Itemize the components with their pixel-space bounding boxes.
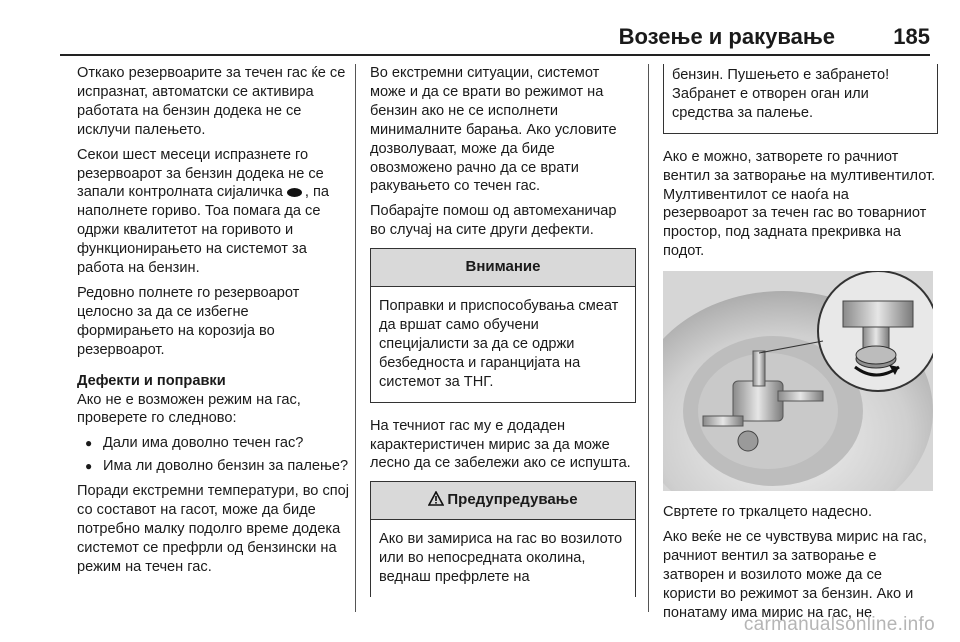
list-item: ● Дали има доволно течен гас? [77,434,349,453]
warning-box-continued [663,64,938,134]
warning-body: Ако ви замириса на гас во возилото или во непосредната околина, веднаш префрлете на [379,531,623,586]
paragraph-text: , па наполнете гориво. Тоа помага да се одржи квалитетот на горивото и функционирањето на системот за работа на бензин. [77,184,330,277]
warning-box [370,481,636,597]
warning-body-continued: бензин. Пушењето е забрането! Забранет е отворен оган или средства за палење. [672,67,890,121]
column-2 [370,64,636,597]
paragraph [77,146,349,278]
notice-title: Внимание [371,249,635,287]
column-1 [77,64,349,583]
page-number: 185 [893,24,930,49]
paragraph: Откако резервоарите за течен гас ќе се испразнат, автоматски се активира работата на бензин додека не се исклучи палењето. [77,65,346,138]
subheading: Дефекти и поправки [77,372,226,389]
page-header [60,20,930,56]
paragraph: Во екстремни ситуации, системот може и да се врати во режимот на бензин ако не се исполнети минималните барања. Ако условите дозволуваат, може да биде овозможено рачно да се врати ракувањето со течен гас. [370,65,617,195]
paragraph: Ако не е возможен режим на гас, проверете го следново: [77,391,301,427]
column-3 [663,64,938,629]
notice-box [370,248,636,402]
lpg-indicator-icon [287,188,302,197]
paragraph: Побарајте помош од автомеханичар во случај на сите други дефекти. [370,203,617,239]
watermark: carmanualsonline.info [743,614,935,635]
warning-title [371,482,635,520]
column-divider [648,64,649,612]
warning-title-text: Предупредување [447,491,578,509]
warning-triangle-icon [428,491,444,506]
section-title: Возење и ракување [618,24,835,49]
checklist [77,434,349,476]
notice-body: Поправки и приспособувања смеат да вршат само обучени специјалисти за да се одржи безбедноста и гаранцијата на системот за ТНГ. [379,298,619,390]
paragraph: На течниот гас му е додаден карактеристичен мирис за да може лесно да се забележи ако се испушта. [370,417,631,472]
multivalve-illustration [663,271,933,491]
paragraph: Ако е можно, затворете го рачниот вентил за затворање на мултивентилот. Мултивентилот се наоѓа на резервоарот за течен гас во товарниот простор, под задната прекривка на подот. [663,148,936,260]
paragraph: Редовно полнете го резервоарот целосно за да се избегне формирањето на корозија во резервоарот. [77,284,300,358]
paragraph: Ако веќе не се чувствува мирис на гас, рачниот вентил за затворање е затворен и возилото може да се користи во режимот за бензин. Ако и понатаму има мирис на гас, не [663,529,927,621]
paragraph: Свртете го тркалцето надесно. [663,504,873,521]
paragraph: Поради екстремни температури, во спој со составот на гасот, може да биде потребно малку подолго време додека системот се префрли од бензински на режим на течен гас. [77,483,350,575]
paragraph-text: Секои шест месеци испразнете го резервоарот за бензин додека не се запали контролната сијаличка [77,146,324,201]
list-item: ● Има ли доволно бензин за палење? [77,457,349,476]
multivalve-drawing [663,271,933,491]
column-divider [355,64,356,612]
